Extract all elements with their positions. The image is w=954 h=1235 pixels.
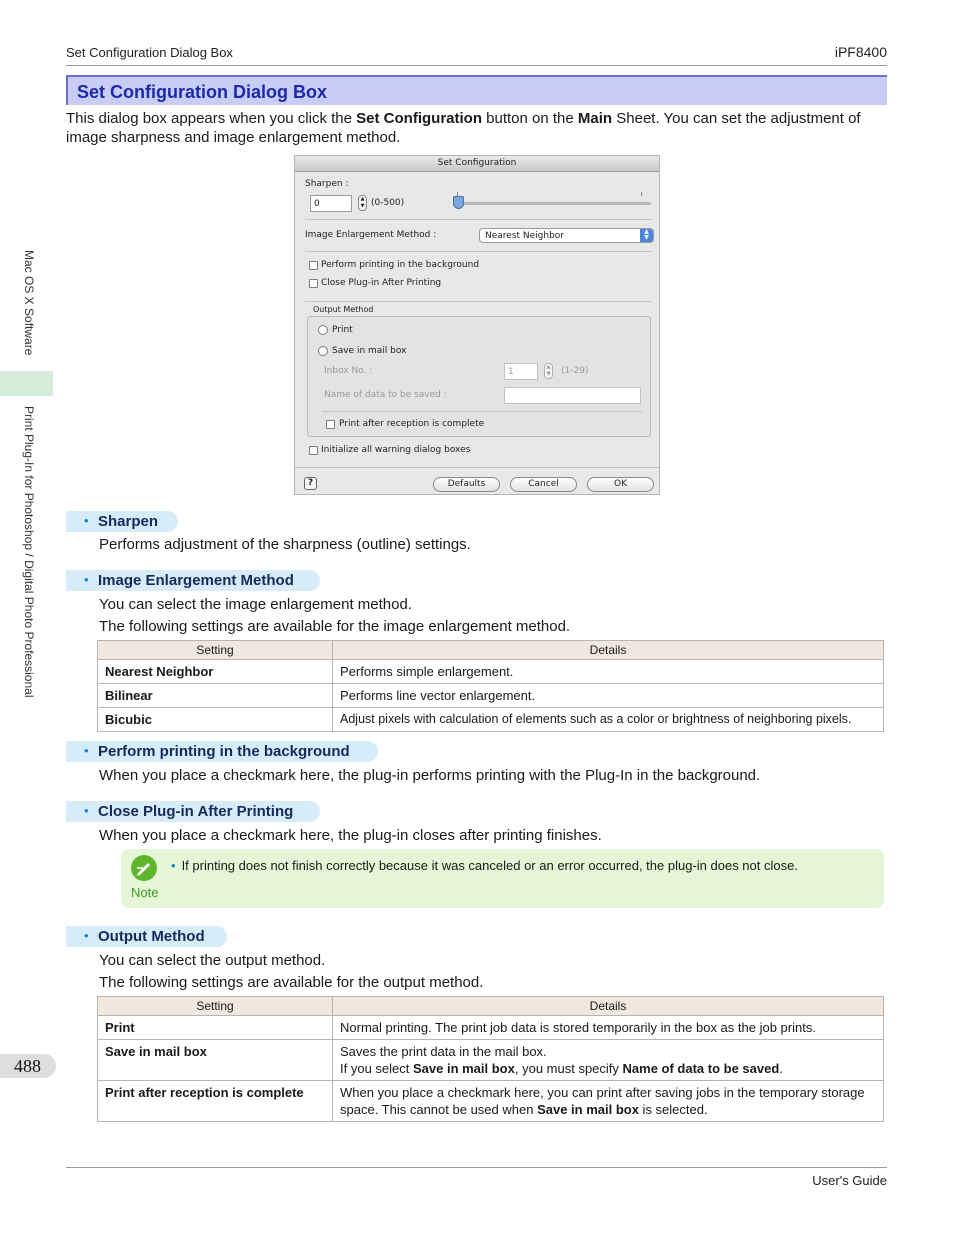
init-warning-label: Initialize all warning dialog boxes [321, 445, 471, 455]
inbox-no-label: Inbox No. : [324, 366, 373, 376]
table-row: Bilinear Performs line vector enlargement. [98, 684, 884, 708]
table-row: Print Normal printing. The print job data is stored temporarily in the box as the job prints. [98, 1016, 884, 1040]
slider-tick-max [641, 192, 642, 196]
note-label: Note [131, 885, 159, 900]
cancel-button[interactable]: Cancel [510, 477, 577, 492]
footer-users-guide: User's Guide [812, 1173, 887, 1188]
side-label-print-plugin: Print Plug-In for Photoshop / Digital Photo Professional [22, 406, 36, 698]
set-configuration-dialog [294, 155, 660, 495]
inbox-no-field[interactable]: 1 [504, 363, 538, 380]
sharpen-value-field[interactable]: 0 [310, 195, 352, 212]
enlarge-method-select[interactable]: Nearest Neighbor ▲ ▼ [479, 228, 654, 243]
close-plugin-label: Close Plug-in After Printing [321, 278, 442, 288]
enlarge-description-2: The following settings are available for the image enlargement method. [99, 618, 571, 635]
output-description-1: You can select the output method. [99, 952, 326, 969]
inbox-no-stepper[interactable]: ▲ ▼ [544, 363, 553, 379]
header-section-title: Set Configuration Dialog Box [66, 45, 233, 60]
table-row: Print after reception is complete When you place a checkmark here, you can print after saving jobs in the temporary storage space. This cannot be used when Save in mail box is selected. [98, 1081, 884, 1122]
output-method-group [307, 316, 651, 437]
init-warning-checkbox[interactable] [309, 446, 318, 455]
bullet-icon: • [84, 743, 89, 758]
enlarge-method-label: Image Enlargement Method : [305, 230, 437, 240]
note-box [121, 849, 884, 908]
bullet-icon: • [84, 572, 89, 587]
section-head-output: • Output Method [66, 926, 227, 947]
print-radio-label: Print [332, 325, 353, 335]
running-header [66, 45, 887, 66]
section-head-background: • Perform printing in the background [66, 741, 378, 762]
running-footer [66, 1167, 887, 1188]
sharpen-label: Sharpen : [305, 179, 349, 189]
side-label-mac-os-x-software: Mac OS X Software [22, 250, 36, 356]
bg-print-checkbox[interactable] [309, 261, 318, 270]
enlarge-methods-table [97, 640, 884, 732]
data-name-field[interactable] [504, 387, 641, 404]
sharpen-slider-track[interactable] [455, 202, 651, 205]
print-radio[interactable] [318, 325, 328, 335]
note-text: • If printing does not finish correctly because it was canceled or an error occurred, the plug-in does not close. [171, 858, 798, 873]
slider-tick-min [457, 192, 458, 196]
output-method-group-label: Output Method [313, 305, 374, 314]
save-mailbox-radio[interactable] [318, 346, 328, 356]
background-description: When you place a checkmark here, the plug-in performs printing with the Plug-In in the background. [99, 767, 761, 784]
print-after-reception-checkbox[interactable] [326, 420, 335, 429]
defaults-button[interactable]: Defaults [433, 477, 500, 492]
close-plugin-checkbox[interactable] [309, 279, 318, 288]
pencil-note-icon [131, 855, 157, 881]
section-head-enlarge: • Image Enlargement Method [66, 570, 320, 591]
save-mailbox-radio-label: Save in mail box [332, 346, 407, 356]
sharpen-slider-thumb[interactable] [453, 196, 464, 209]
section-head-close-plugin: • Close Plug-in After Printing [66, 801, 320, 822]
bullet-icon: • [84, 513, 89, 528]
output-methods-table [97, 996, 884, 1122]
bg-print-label: Perform printing in the background [321, 260, 480, 270]
sharpen-description: Performs adjustment of the sharpness (outline) settings. [99, 536, 471, 553]
intro-bold-set-configuration: Set Configuration [356, 110, 482, 127]
close-plugin-description: When you place a checkmark here, the plug-in closes after printing finishes. [99, 827, 602, 844]
header-model-name: iPF8400 [834, 44, 887, 60]
dialog-title-bar: Set Configuration [295, 156, 659, 172]
intro-bold-main: Main [577, 110, 613, 127]
table-header-details: Details [333, 997, 884, 1016]
chevron-updown-icon: ▲ ▼ [640, 229, 653, 242]
help-icon[interactable]: ? [304, 477, 317, 490]
table-header-details: Details [333, 641, 884, 660]
bullet-icon: • [84, 803, 89, 818]
inbox-no-range: (1-29) [561, 366, 589, 376]
page-title-bar [66, 75, 887, 105]
bullet-icon: • [84, 928, 89, 943]
print-after-reception-label: Print after reception is complete [339, 419, 485, 429]
table-row: Bicubic Adjust pixels with calculation of elements such as a color or brightness of neighboring pixels. [98, 708, 884, 732]
table-header-setting: Setting [98, 641, 333, 660]
sharpen-range: (0-500) [371, 198, 405, 208]
table-row: Save in mail box Saves the print data in the mail box. If you select Save in mail box, you must specify Name of data to be saved. [98, 1040, 884, 1081]
intro-paragraph: This dialog box appears when you click the Set Configuration button on the Main Sheet. You can set the adjustment of image sharpness and image enlargement method. [66, 110, 861, 146]
enlarge-description-1: You can select the image enlargement method. [99, 596, 412, 613]
section-head-sharpen: • Sharpen [66, 511, 178, 532]
side-tab-marker [0, 371, 53, 396]
output-description-2: The following settings are available for the output method. [99, 974, 484, 991]
page-number: 488 [0, 1054, 56, 1078]
data-name-label: Name of data to be saved : [324, 390, 447, 400]
page-title: Set Configuration Dialog Box [77, 82, 327, 102]
ok-button[interactable]: OK [587, 477, 654, 492]
table-header-setting: Setting [98, 997, 333, 1016]
sharpen-stepper[interactable]: ▲ ▼ [358, 195, 367, 211]
table-row: Nearest Neighbor Performs simple enlargement. [98, 660, 884, 684]
